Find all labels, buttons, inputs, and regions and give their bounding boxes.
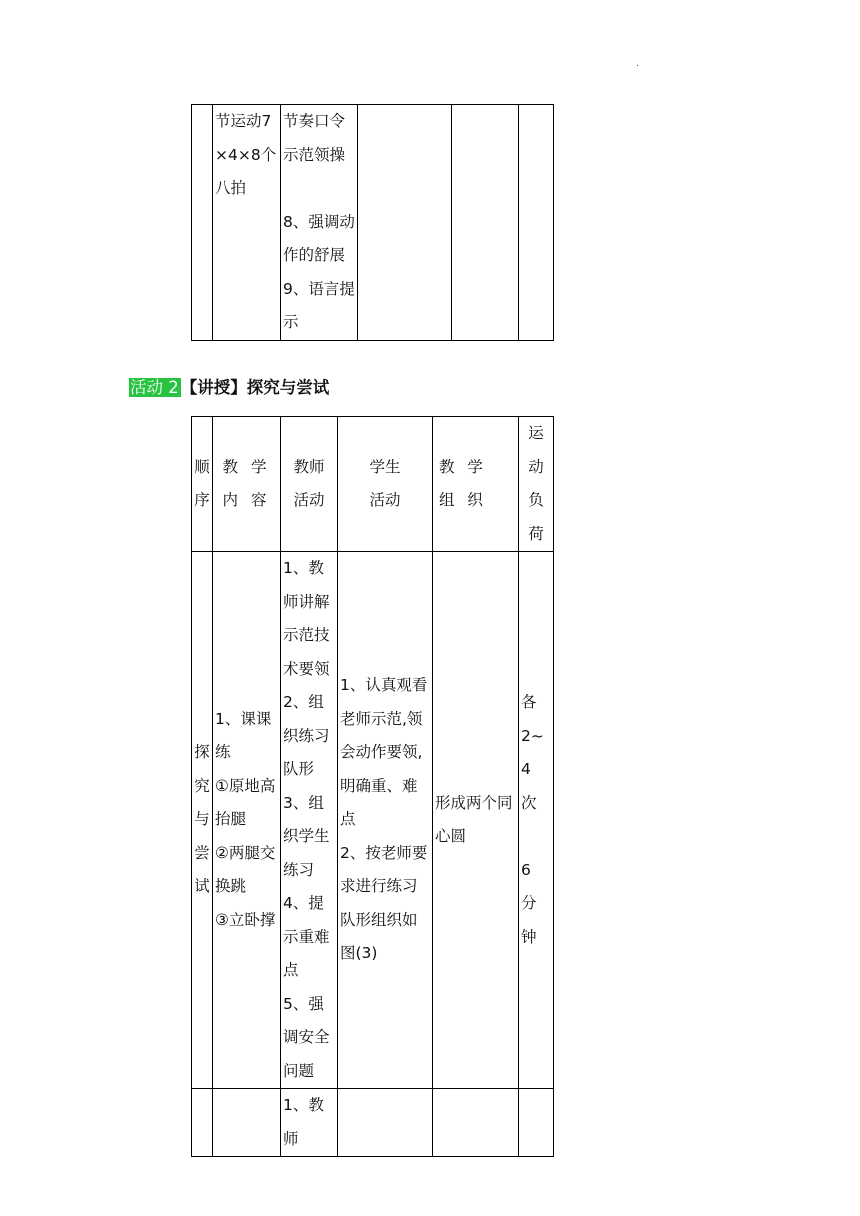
order-cell [192, 1089, 213, 1157]
load-cell: 各 2~4 次 6 分 钟 [519, 552, 554, 1089]
teacher-activity-cell: 1、教师 [281, 1089, 338, 1157]
student-activity-cell: 1、认真观看老师示范,领会动作要领,明确重、难点 2、按老师要求进行练习队形组织如图(3) [338, 552, 433, 1089]
header-load: 运 动 负 荷 [519, 417, 554, 552]
load-cell [519, 1089, 554, 1157]
content-cell: 节运动7×4×8个八拍 [213, 105, 281, 341]
organization-cell: 形成两个同心圆 [433, 552, 519, 1089]
table-header-row [192, 417, 554, 552]
organization-cell [433, 1089, 519, 1157]
section-title: 【讲授】探究与尝试 [180, 378, 330, 397]
student-activity-cell [338, 1089, 433, 1157]
teacher-activity-cell: 1、教师讲解示范技术要领 2、组织练习队形 3、组织学生练习 4、提示重难点 5、强调安全问题 [281, 552, 338, 1089]
lesson-table-continued [191, 104, 554, 341]
activity-tag: 活动 2 [130, 378, 179, 397]
order-cell: 探 究 与 尝 试 [192, 552, 213, 1089]
table-row [192, 552, 554, 1089]
header-organization: 教 学 组 织 [433, 417, 519, 552]
teacher-activity-cell: 节奏口令示范领操 8、强调动作的舒展 9、语言提示 [281, 105, 358, 341]
content-cell [213, 1089, 281, 1157]
page-mark: . [636, 58, 640, 69]
table-row [192, 1089, 554, 1157]
header-content: 教 学 内 容 [213, 417, 281, 552]
header-order: 顺序 [192, 417, 213, 552]
student-activity-cell [358, 105, 452, 341]
table-row [192, 105, 554, 341]
header-student: 学生 活动 [338, 417, 433, 552]
lesson-table [191, 416, 554, 1157]
load-cell [519, 105, 554, 341]
order-cell [192, 105, 213, 341]
header-teacher: 教师 活动 [281, 417, 338, 552]
section-heading [129, 374, 329, 401]
organization-cell [452, 105, 519, 341]
content-cell: 1、课课练 ①原地高抬腿 ②两腿交换跳 ③立卧撑 [213, 552, 281, 1089]
